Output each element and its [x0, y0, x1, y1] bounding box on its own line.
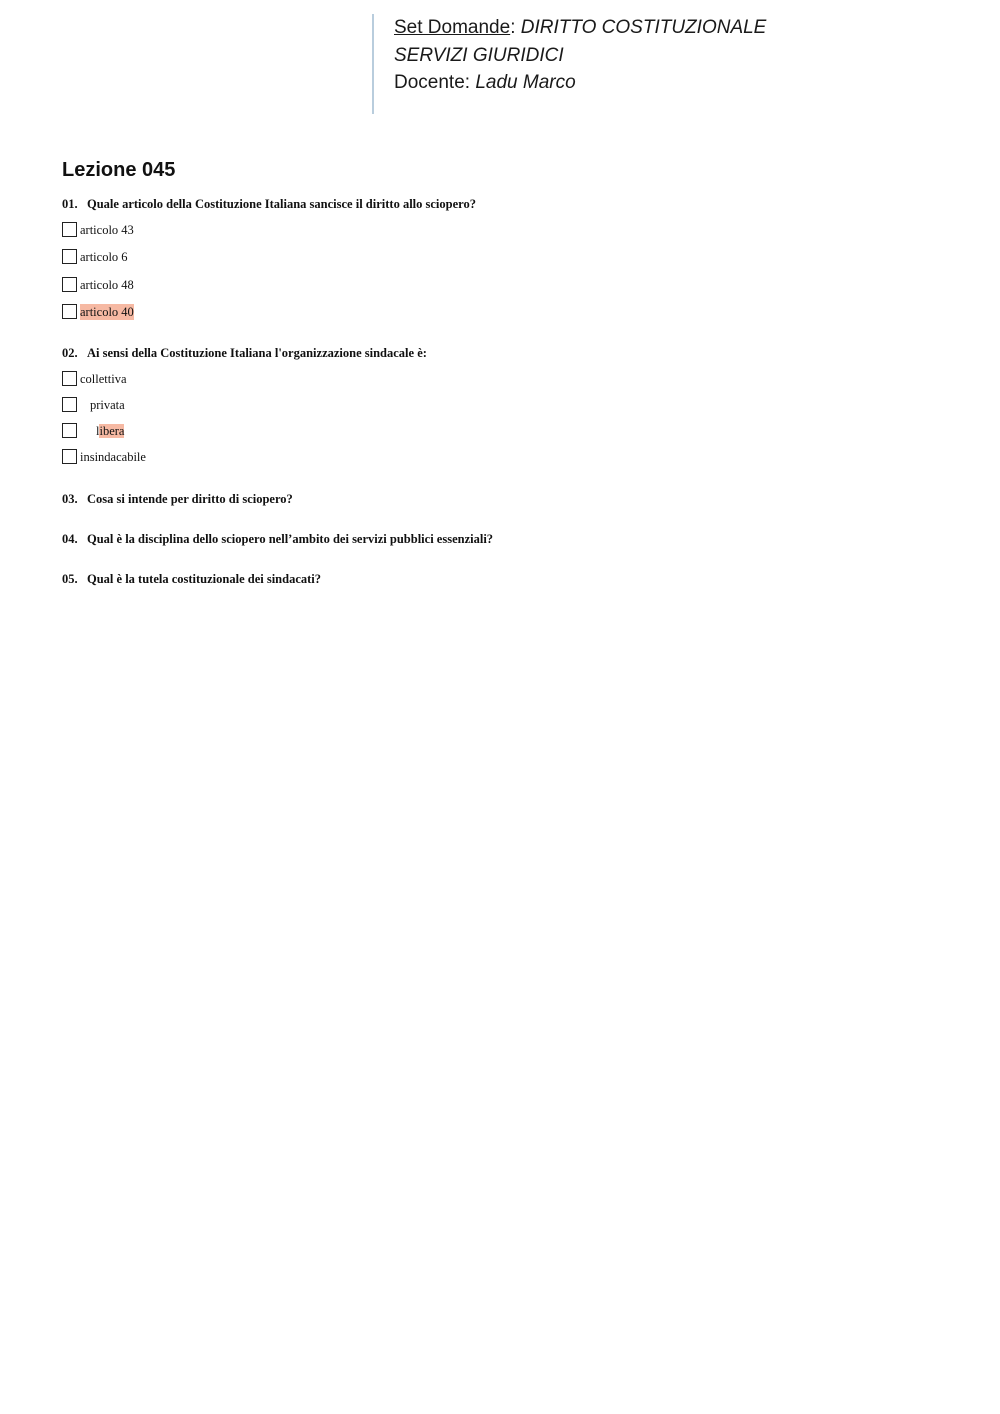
- answer-label: articolo 48: [80, 278, 134, 292]
- answer-label-highlighted: articolo 40: [80, 305, 134, 319]
- question-text: Qual è la disciplina dello sciopero nell’ambito dei servizi pubblici essenziali?: [87, 532, 494, 546]
- teacher-label: Docente:: [394, 72, 476, 93]
- set-separator: :: [510, 17, 521, 38]
- subject-line-1: DIRITTO COSTITUZIONALE: [520, 17, 767, 38]
- header-teacher-line: [394, 69, 932, 97]
- answer-checkbox[interactable]: [62, 423, 77, 438]
- answer-label: articolo 6: [80, 250, 128, 264]
- answer-label-highlight: ibera: [99, 424, 125, 438]
- answer-checkbox[interactable]: [62, 371, 77, 386]
- answer-label-highlighted: [96, 423, 124, 439]
- header-subject-line-2: [394, 42, 932, 70]
- answer-label: collettiva: [80, 372, 127, 386]
- question-05: [62, 572, 321, 587]
- lesson-title: Lezione 045: [62, 159, 176, 181]
- question-text: Ai sensi della Costituzione Italiana l'organizzazione sindacale è:: [87, 346, 427, 360]
- answer-checkbox[interactable]: [62, 304, 77, 319]
- answer-checkbox[interactable]: [62, 222, 77, 237]
- answer-label: articolo 43: [80, 223, 134, 237]
- teacher-name: Ladu Marco: [475, 72, 576, 93]
- question-text: Cosa si intende per diritto di sciopero?: [87, 492, 293, 506]
- question-04: [62, 532, 493, 547]
- answer-label: privata: [90, 398, 125, 412]
- question-03: [62, 492, 293, 507]
- subject-line-2: SERVIZI GIURIDICI: [394, 44, 564, 66]
- question-text: Qual è la tutela costituzionale dei sindacati?: [87, 572, 322, 586]
- answer-checkbox[interactable]: [62, 449, 77, 464]
- answer-checkbox[interactable]: [62, 277, 77, 292]
- question-number: 01.: [62, 197, 78, 211]
- question-02: [62, 346, 427, 361]
- set-label: Set Domande: [394, 17, 511, 38]
- header-set-line: [394, 14, 932, 42]
- question-number: 04.: [62, 532, 78, 546]
- answer-label-prefix: l: [96, 424, 100, 438]
- document-header: [372, 14, 932, 114]
- answer-checkbox[interactable]: [62, 397, 77, 412]
- question-number: 02.: [62, 346, 78, 360]
- question-number: 03.: [62, 492, 78, 506]
- question-number: 05.: [62, 572, 78, 586]
- answer-checkbox[interactable]: [62, 249, 77, 264]
- question-text: Quale articolo della Costituzione Italiana sancisce il diritto allo sciopero?: [87, 197, 476, 211]
- question-01: [62, 197, 476, 212]
- answer-label: insindacabile: [80, 450, 146, 464]
